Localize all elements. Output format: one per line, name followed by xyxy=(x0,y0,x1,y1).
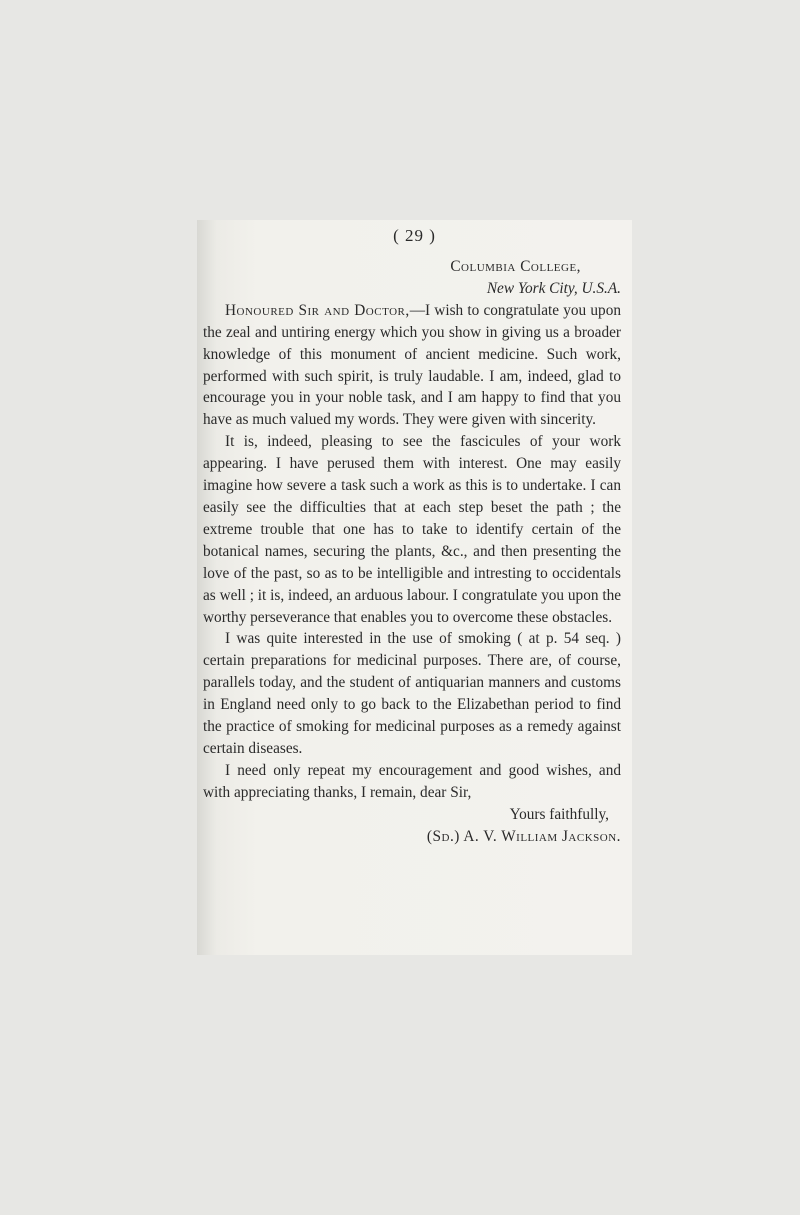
paragraph-4: I need only repeat my encouragement and good wishes, and with appreciating thanks, I remain, dear Sir, xyxy=(203,761,621,801)
address-line-2: New York City, U.S.A. xyxy=(486,279,621,297)
letter-body xyxy=(203,256,621,847)
closing: Yours faithfully, xyxy=(509,805,609,823)
salutation: Honoured Sir and Doctor, xyxy=(225,301,410,319)
paragraph-1 xyxy=(203,300,621,431)
address-line-1: Columbia College, xyxy=(450,258,581,275)
paragraph-2: It is, indeed, pleasing to see the fascicules of your work appearing. I have perused them with interest. One may easily imagine how severe a task such a work as this is to undertake. I can easily see the difficulties that at each step beset the path ; the extreme trouble that one has to take to identify certain of the botanical names, securing the plants, &c., and then presenting the love of the past, so as to be intelligible and intresting to occidentals as well ; it is, indeed, an arduous labour. I congratulate you upon the worthy perseverance that enables you to overcome these obstacles. xyxy=(203,433,622,626)
letter-page xyxy=(197,220,632,955)
signature: (Sd.) A. V. William Jackson. xyxy=(426,827,621,845)
paragraph-1-text: —I wish to congratulate you upon the zeal and untiring energy which you show in giving us a broader knowledge of this monument of ancient medicine. Such work, performed with such spirit, is truly laudable. I am, indeed, glad to encourage you in your noble task, and I am happy to find that you have as much valued my words. They were given with sincerity. xyxy=(203,301,621,429)
paragraph-3: I was quite interested in the use of smoking ( at p. 54 seq. ) certain preparations for medicinal purposes. There are, of course, parallels today, and the student of antiquarian manners and customs in England need only to go back to the Elizabethan period to find the practice of smoking for medicinal purposes as a remedy against certain diseases. xyxy=(203,630,621,757)
page-number: ( 29 ) xyxy=(393,226,436,245)
